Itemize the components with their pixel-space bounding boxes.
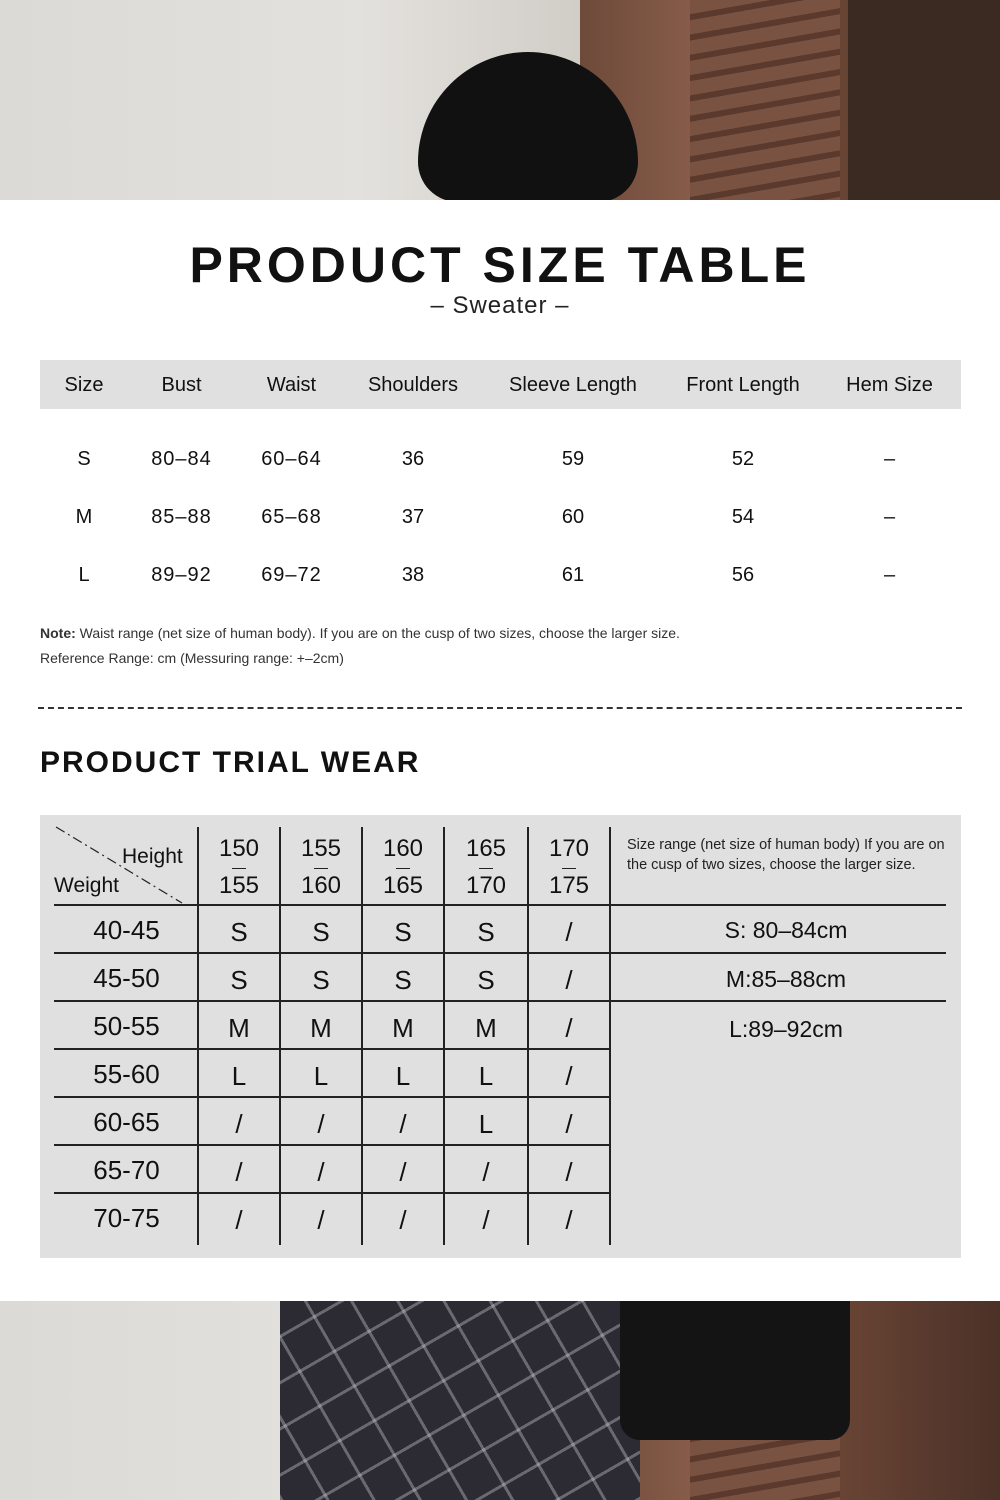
cell-waist: 60–64 <box>261 448 322 470</box>
height-150-155 <box>198 830 280 904</box>
height-top: 170 <box>548 835 590 862</box>
size-cell: / <box>565 1205 573 1235</box>
size-cell: / <box>399 1157 407 1187</box>
cell-waist: 65–68 <box>261 506 322 528</box>
size-cell: L <box>231 1061 247 1091</box>
size-cell: M <box>228 1013 250 1043</box>
cell-shoulders: 38 <box>401 564 425 586</box>
header-size: Size <box>64 374 104 396</box>
size-cell: / <box>399 1109 407 1139</box>
page-title: PRODUCT SIZE TABLE <box>189 237 811 293</box>
size-cell: / <box>565 917 573 947</box>
size-cell: L <box>478 1061 494 1091</box>
height-155-160 <box>280 830 362 904</box>
height-bottom: 175 <box>548 872 590 899</box>
size-cell: M <box>310 1013 332 1043</box>
size-table-header <box>40 360 961 409</box>
header-bust: Bust <box>161 374 202 396</box>
note-label: Note: <box>40 625 76 641</box>
grid-hline <box>54 1096 610 1098</box>
trial-title: PRODUCT TRIAL WEAR <box>40 746 421 779</box>
height-sep <box>562 868 576 869</box>
cell-size: S <box>77 448 91 470</box>
weight-label: 50-55 <box>93 1011 160 1041</box>
height-sep <box>232 868 246 869</box>
reference-range-note: Reference Range: cm (Messuring range: +–2cm) <box>40 650 344 666</box>
size-cell: / <box>565 1061 573 1091</box>
cell-front-length: 52 <box>731 448 755 470</box>
size-cell: S <box>312 917 330 947</box>
range-s: S: 80–84cm <box>724 917 848 943</box>
size-cell: S <box>230 965 248 995</box>
size-cell: / <box>317 1157 325 1187</box>
size-cell: M <box>392 1013 414 1043</box>
size-cell: / <box>399 1205 407 1235</box>
height-165-170 <box>444 830 528 904</box>
trial-wear-table <box>40 815 961 1258</box>
size-cell: S <box>477 917 495 947</box>
size-cell: / <box>565 1109 573 1139</box>
size-cell: S <box>230 917 248 947</box>
size-cell: / <box>565 1157 573 1187</box>
grid-hline <box>54 1000 946 1002</box>
height-bottom: 155 <box>218 872 260 899</box>
grid-hline <box>54 952 946 954</box>
size-cell: / <box>565 965 573 995</box>
size-cell: / <box>235 1157 243 1187</box>
corner-weight-label: Weight <box>54 874 119 897</box>
grid-hline <box>54 904 946 906</box>
weight-label: 65-70 <box>93 1155 160 1185</box>
header-sleeve-length: Sleeve Length <box>509 374 637 396</box>
weight-label: 55-60 <box>93 1059 160 1089</box>
weight-label: 60-65 <box>93 1107 160 1137</box>
grid-hline <box>54 1048 610 1050</box>
range-note: Size range (net size of human body) If you are on the cusp of two sizes, choose the larger size. <box>627 837 945 873</box>
cell-size: M <box>75 506 93 528</box>
height-bottom: 160 <box>300 872 342 899</box>
size-cell: S <box>312 965 330 995</box>
cell-waist: 69–72 <box>261 564 322 586</box>
size-cell: L <box>478 1109 494 1139</box>
grid-hline <box>54 1192 610 1194</box>
cell-hem-size: – <box>883 506 896 528</box>
height-top: 160 <box>382 835 424 862</box>
shelf <box>848 0 1000 200</box>
header-waist: Waist <box>266 374 317 396</box>
range-l: L:89–92cm <box>729 1016 843 1042</box>
size-cell: S <box>394 917 412 947</box>
cell-front-length: 56 <box>731 564 755 586</box>
height-sep <box>396 868 410 869</box>
cell-front-length: 54 <box>731 506 755 528</box>
size-cell: / <box>565 1013 573 1043</box>
corner-height-label: Height <box>122 845 183 868</box>
height-top: 150 <box>218 835 260 862</box>
plaid-skirt <box>280 1300 640 1500</box>
size-chart-card <box>0 200 1000 1301</box>
size-cell: S <box>477 965 495 995</box>
height-sep <box>479 868 493 869</box>
height-bottom: 170 <box>465 872 507 899</box>
height-160-165 <box>362 830 444 904</box>
cell-size: L <box>78 564 90 586</box>
cell-shoulders: 37 <box>401 506 425 528</box>
door-slats-top <box>690 0 840 200</box>
cell-bust: 80–84 <box>151 448 212 470</box>
weight-label: 70-75 <box>93 1203 160 1233</box>
range-m: M:85–88cm <box>725 966 847 992</box>
weight-label: 45-50 <box>93 963 160 993</box>
note-text: Waist range (net size of human body). If you are on the cusp of two sizes, choose the larger size. <box>75 625 680 641</box>
weight-label: 40-45 <box>93 915 160 945</box>
cell-sleeve-length: 61 <box>561 564 585 586</box>
grid-hline <box>54 1144 610 1146</box>
size-note <box>40 625 680 641</box>
height-top: 155 <box>300 835 342 862</box>
size-cell: L <box>313 1061 329 1091</box>
header-front-length: Front Length <box>686 374 800 396</box>
size-cell: L <box>395 1061 411 1091</box>
height-top: 165 <box>465 835 507 862</box>
cell-bust: 89–92 <box>151 564 212 586</box>
size-cell: S <box>394 965 412 995</box>
cell-bust: 85–88 <box>151 506 212 528</box>
dashed-divider <box>38 707 962 709</box>
cell-hem-size: – <box>883 564 896 586</box>
page-subtitle: – Sweater – <box>430 292 570 319</box>
cell-sleeve-length: 59 <box>561 448 585 470</box>
header-hem-size: Hem Size <box>846 374 933 396</box>
size-cell: / <box>482 1205 490 1235</box>
height-sep <box>314 868 328 869</box>
size-cell: / <box>482 1157 490 1187</box>
cell-hem-size: – <box>883 448 896 470</box>
cell-sleeve-length: 60 <box>561 506 585 528</box>
size-cell: / <box>317 1205 325 1235</box>
header-shoulders: Shoulders <box>367 374 459 396</box>
handbag <box>620 1300 850 1440</box>
height-170-175 <box>528 830 610 904</box>
cell-shoulders: 36 <box>401 448 425 470</box>
height-bottom: 165 <box>382 872 424 899</box>
size-cell: M <box>475 1013 497 1043</box>
size-cell: / <box>235 1205 243 1235</box>
size-cell: / <box>317 1109 325 1139</box>
size-cell: / <box>235 1109 243 1139</box>
